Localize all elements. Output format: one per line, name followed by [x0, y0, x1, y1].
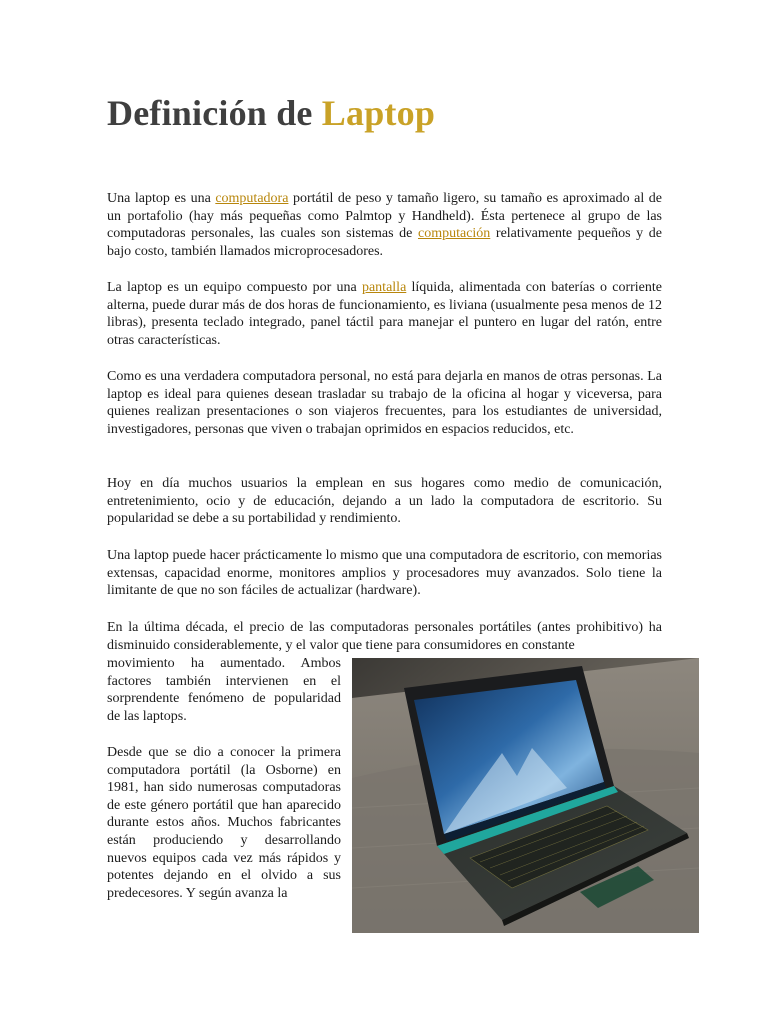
p2-text-1: La laptop es un equipo compuesto por una: [107, 280, 362, 295]
title-highlight: Laptop: [321, 93, 436, 133]
paragraph-price-full: En la última década, el precio de las computadoras personales portátiles (antes prohibitivo) ha disminuido considerablemente, y el valor que tiene para consumidores en constante: [107, 620, 662, 653]
title-prefix: Definición de: [107, 93, 322, 133]
p2-text-2: líquida, alimentada con baterías o corriente alterna, puede durar más de dos horas de funcionamiento, es liviana (usualmente pesa menos de 12 libras), presenta teclado integrado, panel táctil para manejar el puntero en lugar del ratón, entre otras características.: [107, 280, 662, 348]
laptop-photo-illustration: [352, 658, 699, 933]
link-computadora[interactable]: computadora: [215, 191, 289, 206]
link-pantalla[interactable]: pantalla: [361, 280, 407, 295]
laptop-photo: [352, 658, 699, 933]
p1-text-1: Una laptop es una: [107, 191, 216, 206]
paragraph-home-use: Hoy en día muchos usuarios la emplean en sus hogares como medio de comunicación, entretenimiento, ocio y de educación, dejando a un lado la computadora de escritorio. Su popularidad se debe a su portabilidad y rendimiento.: [107, 476, 662, 527]
paragraph-capabilities: Una laptop puede hacer prácticamente lo mismo que una computadora de escritorio, con memorias extensas, capacidad enorme, monitores amplios y procesadores muy avanzados. Solo tiene la limitante de que no son fáciles de actualizar (hardware).: [107, 548, 662, 599]
paragraph-personal-use: Como es una verdadera computadora personal, no está para dejarla en manos de otras personas. La laptop es ideal para quienes desean trasladar su trabajo de la oficina al hogar y viceversa, para quienes realizan presentaciones o son viajeros frecuentes, para los estudiantes de universidad, investigadores, personas que viven o trabajan oprimidos en espacios reducidos, etc.: [107, 369, 662, 437]
paragraph-price-wrap: movimiento ha aumentado. Ambos factores también intervienen en el sorprendente fenómeno de popularidad de las laptops.: [107, 656, 341, 724]
paragraph-composition: [107, 279, 662, 349]
p1-text-2: portátil de peso y tamaño ligero, su tamaño es aproximado al de un portafolio (hay más pequeñas como Palmtop y Handheld). Ésta pertenece al grupo de las computadoras personales, las cuales son sistemas de: [107, 191, 662, 242]
link-computacion[interactable]: computación: [417, 226, 491, 242]
paragraph-definition: [107, 190, 662, 260]
paragraph-history: Desde que se dio a conocer la primera computadora portátil (la Osborne) en 1981, han sido numerosas computadoras de este género portátil que han aparecido durante estos años. Muchos fabricantes están produciendo y desarrollando nuevos equipos cada vez más rápidos y potentes dejando en el olvido a sus predecesores. Y según avanza la: [107, 745, 341, 901]
page-title: [107, 92, 435, 134]
p1-text-3: relativamente pequeños y de bajo costo, también llamados microprocesadores.: [107, 226, 662, 259]
